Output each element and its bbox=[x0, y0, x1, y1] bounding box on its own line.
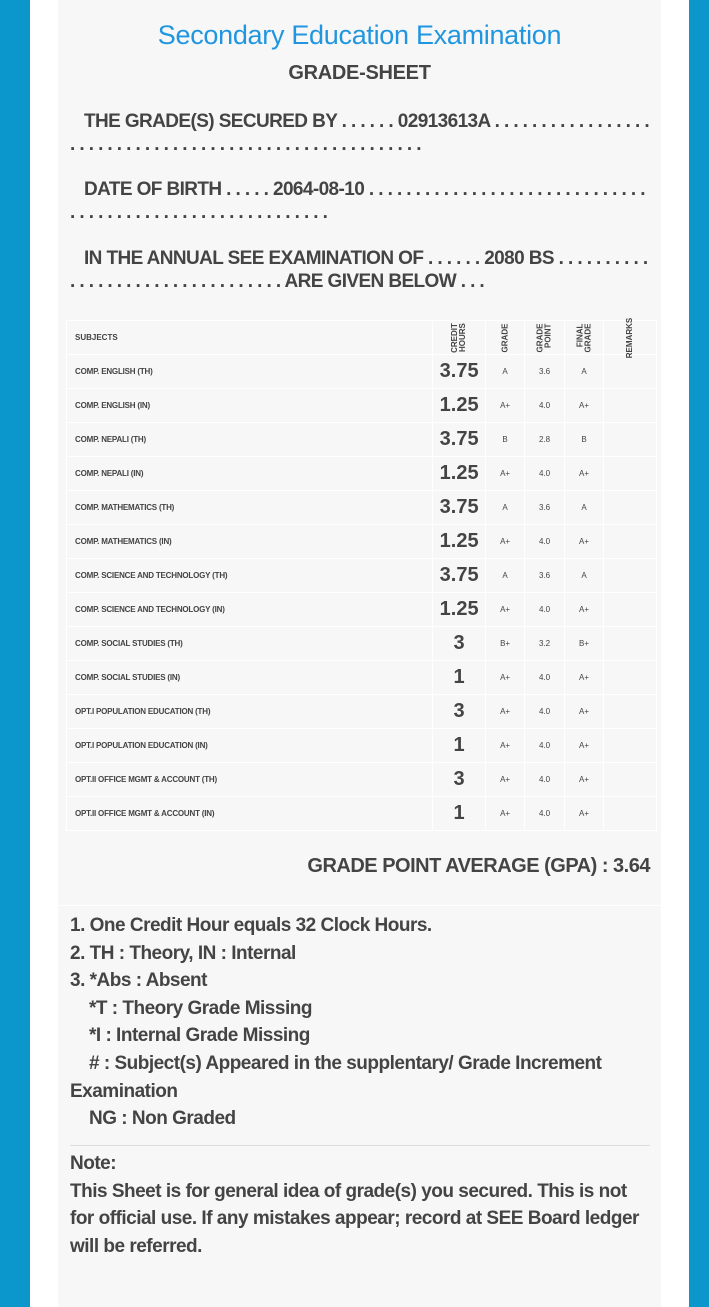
credit-hours-cell: 3.75 bbox=[433, 559, 486, 593]
exam-line bbox=[70, 247, 652, 293]
grade-cell: A+ bbox=[486, 593, 525, 627]
final-grade-cell: A+ bbox=[565, 729, 604, 763]
final-grade-cell: B+ bbox=[565, 627, 604, 661]
note-item: NG : Non Graded bbox=[89, 1108, 236, 1130]
header-subjects: SUBJECTS bbox=[67, 321, 433, 355]
note-item: *I : Internal Grade Missing bbox=[89, 1025, 310, 1047]
grade-point-cell: 4.0 bbox=[525, 797, 565, 831]
remarks-cell bbox=[604, 559, 657, 593]
final-grade-cell: A+ bbox=[565, 661, 604, 695]
subject-cell: COMP. ENGLISH (TH) bbox=[67, 355, 433, 389]
table-row bbox=[67, 627, 657, 661]
table-row bbox=[67, 423, 657, 457]
final-grade-cell: A+ bbox=[565, 457, 604, 491]
final-grade-cell: B bbox=[565, 423, 604, 457]
table-row bbox=[67, 525, 657, 559]
note-text: # : Subject(s) Appeared in the supplentary/ Grade Increment Examination bbox=[70, 1052, 602, 1102]
dots: . . . . . . . . . . . . . . . . . . . . . . . . . . . . . . . . . . . . . . . . . . . . . . . . . . . . . . . bbox=[70, 111, 650, 155]
table-row bbox=[67, 491, 657, 525]
remarks-cell bbox=[604, 593, 657, 627]
credit-hours-cell: 3.75 bbox=[433, 355, 486, 389]
grade-point-cell: 4.0 bbox=[525, 661, 565, 695]
date-of-birth: 2064-08-10 bbox=[272, 179, 365, 200]
credit-hours-cell: 1.25 bbox=[433, 593, 486, 627]
note-item: 2. TH : Theory, IN : Internal bbox=[70, 942, 296, 964]
credit-hours-cell: 3.75 bbox=[433, 491, 486, 525]
symbol-number: 02913613A bbox=[397, 111, 490, 132]
note-title: Note: bbox=[70, 1153, 117, 1174]
divider bbox=[58, 905, 661, 906]
subject-cell: COMP. MATHEMATICS (IN) bbox=[67, 525, 433, 559]
grade-cell: A+ bbox=[486, 661, 525, 695]
grade-cell: A+ bbox=[486, 729, 525, 763]
note-item bbox=[70, 1050, 652, 1105]
remarks-cell bbox=[604, 661, 657, 695]
grade-point-cell: 4.0 bbox=[525, 763, 565, 797]
table-row bbox=[67, 661, 657, 695]
credit-hours-cell: 3 bbox=[433, 695, 486, 729]
header-point-label: GRADE POINT bbox=[535, 323, 553, 352]
grade-point-cell: 4.0 bbox=[525, 593, 565, 627]
grade-cell: A+ bbox=[486, 797, 525, 831]
final-grade-cell: A bbox=[565, 559, 604, 593]
grade-cell: A bbox=[486, 559, 525, 593]
remarks-cell bbox=[604, 627, 657, 661]
grade-point-cell: 3.2 bbox=[525, 627, 565, 661]
final-grade-cell: A+ bbox=[565, 763, 604, 797]
remarks-cell bbox=[604, 525, 657, 559]
header-remarks-label: REMARKS bbox=[624, 317, 634, 359]
remarks-cell bbox=[604, 355, 657, 389]
final-grade-cell: A+ bbox=[565, 525, 604, 559]
grade-sheet-card bbox=[58, 0, 661, 1307]
divider bbox=[70, 1145, 650, 1146]
table-row bbox=[67, 695, 657, 729]
header-final-grade bbox=[565, 321, 604, 355]
table-row bbox=[67, 389, 657, 423]
credit-hours-cell: 1.25 bbox=[433, 525, 486, 559]
subject-cell: OPT.II OFFICE MGMT & ACCOUNT (IN) bbox=[67, 797, 433, 831]
grade-point-cell: 2.8 bbox=[525, 423, 565, 457]
dob-label: DATE OF BIRTH . . . . . bbox=[84, 179, 273, 200]
credit-hours-cell: 1.25 bbox=[433, 457, 486, 491]
remarks-cell bbox=[604, 389, 657, 423]
grade-cell: A+ bbox=[486, 695, 525, 729]
credit-hours-cell: 1 bbox=[433, 661, 486, 695]
remarks-cell bbox=[604, 797, 657, 831]
table-row bbox=[67, 593, 657, 627]
final-grade-cell: A+ bbox=[565, 593, 604, 627]
table-row bbox=[67, 797, 657, 831]
credit-hours-cell: 3 bbox=[433, 763, 486, 797]
subject-cell: COMP. MATHEMATICS (TH) bbox=[67, 491, 433, 525]
grade-cell: A+ bbox=[486, 389, 525, 423]
subject-cell: COMP. NEPALI (IN) bbox=[67, 457, 433, 491]
exam-label: IN THE ANNUAL SEE EXAMINATION OF . . . . . . bbox=[84, 248, 485, 269]
header-remarks bbox=[604, 317, 657, 359]
remarks-cell bbox=[604, 423, 657, 457]
remarks-cell bbox=[604, 491, 657, 525]
legend-notes bbox=[70, 912, 652, 1133]
grade-point-cell: 4.0 bbox=[525, 695, 565, 729]
grade-cell: A bbox=[486, 355, 525, 389]
grade-point-cell: 3.6 bbox=[525, 559, 565, 593]
grade-cell: A+ bbox=[486, 457, 525, 491]
gpa-summary: GRADE POINT AVERAGE (GPA) : 3.64 bbox=[307, 855, 650, 877]
dots: . . . . . . . . . . . . . . . . . . . . . . . . . . . . . . . . . ARE GIVEN BELOW . . . bbox=[70, 248, 648, 292]
grade-point-cell: 4.0 bbox=[525, 525, 565, 559]
subject-cell: COMP. SCIENCE AND TECHNOLOGY (IN) bbox=[67, 593, 433, 627]
disclaimer bbox=[70, 1150, 652, 1260]
table-row bbox=[67, 729, 657, 763]
header-final-label: FINAL GRADE bbox=[575, 323, 593, 352]
grade-point-cell: 4.0 bbox=[525, 457, 565, 491]
table-row bbox=[67, 457, 657, 491]
table-row bbox=[67, 559, 657, 593]
exam-title: Secondary Education Examination bbox=[157, 20, 562, 50]
table-row bbox=[67, 355, 657, 389]
grade-cell: B+ bbox=[486, 627, 525, 661]
secured-label: THE GRADE(S) SECURED BY . . . . . . bbox=[84, 111, 398, 132]
subject-cell: OPT.II OFFICE MGMT & ACCOUNT (TH) bbox=[67, 763, 433, 797]
final-grade-cell: A+ bbox=[565, 797, 604, 831]
credit-hours-cell: 3.75 bbox=[433, 423, 486, 457]
grade-point-cell: 3.6 bbox=[525, 355, 565, 389]
table-row bbox=[67, 763, 657, 797]
credit-hours-cell: 3 bbox=[433, 627, 486, 661]
final-grade-cell: A bbox=[565, 355, 604, 389]
final-grade-cell: A+ bbox=[565, 389, 604, 423]
remarks-cell bbox=[604, 457, 657, 491]
note-item: 1. One Credit Hour equals 32 Clock Hours. bbox=[70, 915, 432, 936]
credit-hours-cell: 1 bbox=[433, 729, 486, 763]
secured-by-line bbox=[70, 110, 652, 156]
header-credit-hours bbox=[433, 321, 486, 355]
header-grade bbox=[486, 321, 525, 355]
table-header-row bbox=[67, 321, 657, 355]
final-grade-cell: A+ bbox=[565, 695, 604, 729]
subject-cell: OPT.I POPULATION EDUCATION (IN) bbox=[67, 729, 433, 763]
subject-cell: COMP. SOCIAL STUDIES (IN) bbox=[67, 661, 433, 695]
grade-point-cell: 4.0 bbox=[525, 389, 565, 423]
grade-cell: B bbox=[486, 423, 525, 457]
credit-hours-cell: 1 bbox=[433, 797, 486, 831]
dob-line bbox=[70, 178, 652, 224]
credit-hours-cell: 1.25 bbox=[433, 389, 486, 423]
subject-cell: OPT.I POPULATION EDUCATION (TH) bbox=[67, 695, 433, 729]
subject-cell: COMP. NEPALI (TH) bbox=[67, 423, 433, 457]
dots: . . . . . . . . . . . . . . . . . . . . . . . . . . . . . . . . . . . . . . . . . . . . . . . . . . . . . . . . . . bbox=[70, 179, 645, 223]
remarks-cell bbox=[604, 695, 657, 729]
grades-table bbox=[66, 317, 657, 831]
note-item: 3. *Abs : Absent bbox=[70, 970, 207, 992]
grade-point-cell: 3.6 bbox=[525, 491, 565, 525]
note-text: This Sheet is for general idea of grade(s) you secured. This is not for official use. If any mistakes appear; record at SEE Board ledger will be referred. bbox=[70, 1180, 639, 1257]
grade-cell: A+ bbox=[486, 763, 525, 797]
subject-cell: COMP. ENGLISH (IN) bbox=[67, 389, 433, 423]
note-item: *T : Theory Grade Missing bbox=[89, 997, 312, 1019]
grade-cell: A bbox=[486, 491, 525, 525]
exam-year: 2080 BS bbox=[484, 248, 554, 269]
header-credit-label: CREDIT HOURS bbox=[450, 322, 468, 353]
remarks-cell bbox=[604, 763, 657, 797]
subject-cell: COMP. SCIENCE AND TECHNOLOGY (TH) bbox=[67, 559, 433, 593]
header-grade-label: GRADE bbox=[500, 323, 510, 353]
grade-cell: A+ bbox=[486, 525, 525, 559]
remarks-cell bbox=[604, 729, 657, 763]
subject-cell: COMP. SOCIAL STUDIES (TH) bbox=[67, 627, 433, 661]
header-grade-point bbox=[525, 321, 565, 355]
sheet-subtitle: GRADE-SHEET bbox=[288, 62, 431, 84]
grade-point-cell: 4.0 bbox=[525, 729, 565, 763]
final-grade-cell: A bbox=[565, 491, 604, 525]
